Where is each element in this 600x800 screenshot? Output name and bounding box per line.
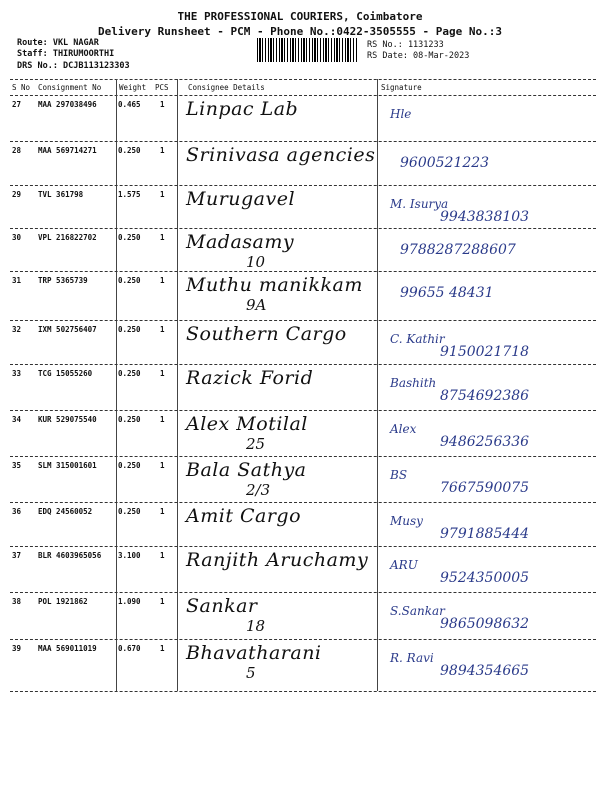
row-serial-number: 27: [12, 100, 22, 109]
row-separator: [10, 502, 596, 503]
row-serial-number: 39: [12, 644, 22, 653]
row-consignment-number: EDQ 24560052: [38, 507, 93, 516]
row-separator: [10, 456, 596, 457]
row-consignee-name: Alex Motilal: [186, 413, 308, 435]
row-pcs: 1: [160, 369, 165, 378]
row-pcs: 1: [160, 190, 165, 199]
row-pcs: 1: [160, 233, 165, 242]
route-label: Route: VKL NAGAR: [17, 38, 99, 48]
row-weight: 1.090: [118, 597, 141, 606]
row-weight: 0.465: [118, 100, 141, 109]
row-consignee-door-number: 9A: [246, 296, 267, 314]
col-header-consignment: Consignment No: [38, 83, 102, 92]
runsheet-subtitle: Delivery Runsheet - PCM - Phone No.:0422-3505555 - Page No.:3: [98, 25, 502, 38]
row-consignee-name: Madasamy: [186, 231, 295, 253]
row-consignee-name: Razick Forid: [186, 367, 314, 389]
row-separator: [10, 185, 596, 186]
row-signature: Musy: [390, 514, 423, 528]
row-consignee-name: Bhavatharani: [186, 642, 322, 664]
row-weight: 0.250: [118, 369, 141, 378]
row-pcs: 1: [160, 551, 165, 560]
row-pcs: 1: [160, 146, 165, 155]
row-signature: C. Kathir: [390, 332, 445, 346]
col-divider: [377, 79, 378, 691]
col-divider: [177, 79, 178, 691]
row-signature-phone: 7667590075: [440, 480, 530, 496]
row-separator: [10, 228, 596, 229]
row-pcs: 1: [160, 461, 165, 470]
barcode: [257, 38, 357, 62]
row-consignment-number: SLM 315001601: [38, 461, 97, 470]
col-header-pcs: PCS: [155, 83, 169, 92]
row-consignee-name: Bala Sathya: [186, 459, 307, 481]
row-separator: [10, 141, 596, 142]
row-serial-number: 28: [12, 146, 22, 155]
row-weight: 0.250: [118, 233, 141, 242]
row-signature-phone: 9865098632: [440, 616, 530, 632]
row-separator: [10, 364, 596, 365]
row-signature-phone: 9943838103: [440, 209, 530, 225]
row-consignee-name: Murugavel: [186, 188, 296, 210]
row-weight: 3.100: [118, 551, 141, 560]
row-separator: [10, 592, 596, 593]
row-consignment-number: TCG 15055260: [38, 369, 93, 378]
row-consignment-number: IXM 502756407: [38, 325, 97, 334]
company-title: THE PROFESSIONAL COURIERS, Coimbatore: [177, 10, 423, 23]
row-consignee-name: Ranjith Aruchamy: [186, 549, 369, 571]
row-separator: [10, 639, 596, 640]
row-separator: [10, 410, 596, 411]
col-header-weight: Weight: [119, 83, 147, 92]
row-signature-phone: 8754692386: [440, 388, 530, 404]
row-consignment-number: MAA 297038496: [38, 100, 97, 109]
table-header-border: [10, 95, 596, 96]
row-consignment-number: TRP 5365739: [38, 276, 88, 285]
row-consignee-door-number: 18: [246, 617, 266, 635]
row-weight: 0.250: [118, 146, 141, 155]
row-serial-number: 32: [12, 325, 22, 334]
row-serial-number: 38: [12, 597, 22, 606]
row-serial-number: 36: [12, 507, 22, 516]
row-pcs: 1: [160, 644, 165, 653]
row-consignment-number: MAA 569714271: [38, 146, 97, 155]
col-header-consignee: Consignee Details: [188, 83, 265, 92]
row-serial-number: 35: [12, 461, 22, 470]
row-consignment-number: KUR 529075540: [38, 415, 97, 424]
row-signature: S.Sankar: [390, 604, 445, 618]
row-pcs: 1: [160, 597, 165, 606]
row-weight: 0.250: [118, 276, 141, 285]
row-consignee-name: Amit Cargo: [186, 505, 302, 527]
drs-label: DRS No.: DCJB113123303: [17, 61, 130, 71]
row-separator: [10, 691, 596, 692]
row-signature-phone: 9791885444: [440, 526, 530, 542]
row-signature: M. Isurya: [390, 197, 449, 211]
row-consignee-door-number: 2/3: [246, 481, 271, 499]
staff-label: Staff: THIRUMOORTHI: [17, 49, 115, 59]
row-separator: [10, 546, 596, 547]
row-consignee-door-number: 10: [246, 253, 266, 271]
row-weight: 0.250: [118, 325, 141, 334]
row-signature-phone: 9600521223: [400, 155, 490, 171]
row-serial-number: 31: [12, 276, 22, 285]
row-signature: Alex: [390, 422, 417, 436]
row-pcs: 1: [160, 100, 165, 109]
row-serial-number: 33: [12, 369, 22, 378]
row-consignee-door-number: 5: [246, 664, 256, 682]
row-consignment-number: BLR 4603965056: [38, 551, 102, 560]
row-signature: BS: [390, 468, 408, 482]
row-signature-phone: 9894354665: [440, 663, 530, 679]
row-weight: 0.250: [118, 415, 141, 424]
row-signature-phone: 9788287288607: [400, 242, 516, 258]
row-pcs: 1: [160, 415, 165, 424]
row-weight: 0.250: [118, 461, 141, 470]
row-weight: 1.575: [118, 190, 141, 199]
row-pcs: 1: [160, 276, 165, 285]
row-signature: R. Ravi: [390, 651, 434, 665]
row-weight: 0.250: [118, 507, 141, 516]
row-consignee-name: Southern Cargo: [186, 323, 347, 345]
row-consignee-name: Sankar: [186, 595, 258, 617]
row-consignment-number: POL 1921862: [38, 597, 88, 606]
col-divider: [116, 79, 117, 691]
row-signature-phone: 99655 48431: [400, 285, 494, 301]
row-consignment-number: MAA 569011019: [38, 644, 97, 653]
row-weight: 0.670: [118, 644, 141, 653]
row-consignee-name: Srinivasa agencies: [186, 144, 376, 166]
table-top-border: [10, 79, 596, 80]
row-signature-phone: 9150021718: [440, 344, 530, 360]
row-consignee-name: Linpac Lab: [186, 98, 299, 120]
rs-number: RS No.: 1131233: [367, 40, 444, 50]
row-pcs: 1: [160, 325, 165, 334]
row-separator: [10, 320, 596, 321]
row-consignee-door-number: 25: [246, 435, 266, 453]
row-signature: ARU: [390, 558, 418, 572]
col-header-sno: S No: [12, 83, 31, 92]
row-serial-number: 29: [12, 190, 22, 199]
row-serial-number: 30: [12, 233, 22, 242]
row-signature-phone: 9486256336: [440, 434, 530, 450]
col-header-signature: Signature: [381, 83, 422, 92]
row-serial-number: 34: [12, 415, 22, 424]
row-signature: Hle: [390, 107, 412, 121]
row-consignment-number: TVL 361798: [38, 190, 84, 199]
row-pcs: 1: [160, 507, 165, 516]
row-consignee-name: Muthu manikkam: [186, 274, 363, 296]
row-serial-number: 37: [12, 551, 22, 560]
rs-date: RS Date: 08-Mar-2023: [367, 51, 470, 61]
row-signature: Bashith: [390, 376, 437, 390]
row-signature-phone: 9524350005: [440, 570, 530, 586]
row-consignment-number: VPL 216822702: [38, 233, 97, 242]
row-separator: [10, 271, 596, 272]
